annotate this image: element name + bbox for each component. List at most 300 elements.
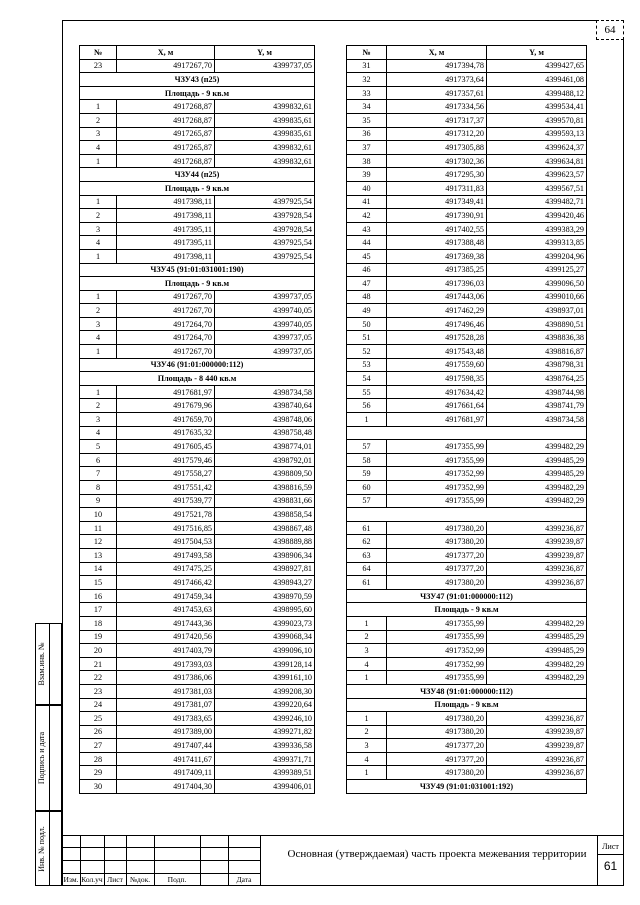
table-row (347, 548, 587, 562)
x-coordinate: 4917493,58 (117, 548, 215, 562)
x-coordinate: 4917352,99 (387, 467, 487, 481)
x-coordinate: 4917302,36 (387, 154, 487, 168)
stamp-col-count: Кол.уч (81, 875, 103, 884)
table-row (347, 127, 587, 141)
point-number: 54 (347, 372, 387, 386)
header-x: X, м (387, 46, 487, 60)
x-coordinate: 4917381,07 (117, 698, 215, 712)
point-number: 51 (347, 331, 387, 345)
table-row (347, 752, 587, 766)
y-coordinate: 4397928,54 (215, 222, 315, 236)
sheet-number: 61 (603, 859, 618, 873)
x-coordinate: 4917377,20 (387, 548, 487, 562)
point-number: 19 (80, 630, 117, 644)
y-coordinate: 4399239,87 (487, 535, 587, 549)
y-coordinate: 4399482,29 (487, 616, 587, 630)
point-number: 1 (347, 712, 387, 726)
point-number: 20 (80, 644, 117, 658)
y-coordinate: 4397925,54 (215, 236, 315, 250)
side-box-signature-date (35, 705, 62, 811)
y-coordinate: 4399383,29 (487, 222, 587, 236)
y-coordinate: 4398890,51 (487, 317, 587, 331)
x-coordinate: 4917389,00 (117, 725, 215, 739)
table-row (347, 154, 587, 168)
table-row (347, 657, 587, 671)
x-coordinate: 4917496,46 (387, 317, 487, 331)
x-coordinate: 4917679,96 (117, 399, 215, 413)
y-coordinate: 4399461,08 (487, 73, 587, 87)
point-number: 57 (347, 440, 387, 454)
y-coordinate: 4399737,05 (215, 331, 315, 345)
y-coordinate: 4399239,87 (487, 548, 587, 562)
x-coordinate: 4917661,64 (387, 399, 487, 413)
coordinates-table-right (346, 45, 587, 794)
table-row (347, 331, 587, 345)
point-number: 4 (80, 331, 117, 345)
point-number: 1 (347, 616, 387, 630)
point-number: 49 (347, 304, 387, 318)
table-row (347, 725, 587, 739)
point-number: 38 (347, 154, 387, 168)
x-coordinate: 4917377,20 (387, 562, 487, 576)
y-coordinate: 4397925,54 (215, 249, 315, 263)
x-coordinate: 4917386,06 (117, 671, 215, 685)
point-number: 30 (80, 780, 117, 794)
x-coordinate: 4917462,29 (387, 304, 487, 318)
point-number: 26 (80, 725, 117, 739)
x-coordinate: 4917504,53 (117, 535, 215, 549)
point-number: 16 (80, 589, 117, 603)
x-coordinate: 4917352,99 (387, 657, 487, 671)
point-number: 3 (80, 222, 117, 236)
y-coordinate: 4399567,51 (487, 181, 587, 195)
y-coordinate: 4399068,34 (215, 630, 315, 644)
table-row (80, 59, 315, 73)
x-coordinate: 4917380,20 (387, 766, 487, 780)
point-number: 4 (80, 236, 117, 250)
table-row (347, 644, 587, 658)
table-row (80, 345, 315, 359)
y-coordinate: 4398927,81 (215, 562, 315, 576)
x-coordinate: 4917404,30 (117, 780, 215, 794)
section-label: ЧЗУ43 (п25) (80, 73, 315, 87)
x-coordinate: 4917265,87 (117, 141, 215, 155)
y-coordinate: 4399389,51 (215, 766, 315, 780)
y-coordinate: 4399835,61 (215, 127, 315, 141)
point-number: 6 (80, 453, 117, 467)
table-row (347, 535, 587, 549)
x-coordinate: 4917355,99 (387, 671, 487, 685)
x-coordinate: 4917398,11 (117, 209, 215, 223)
table-row (347, 576, 587, 590)
x-coordinate: 4917352,99 (387, 481, 487, 495)
x-coordinate: 4917264,70 (117, 331, 215, 345)
table-row (80, 644, 315, 658)
y-coordinate: 4399485,29 (487, 644, 587, 658)
y-coordinate: 4398970,59 (215, 589, 315, 603)
table-row (80, 195, 315, 209)
point-number: 61 (347, 521, 387, 535)
y-coordinate: 4398758,48 (215, 426, 315, 440)
point-number: 42 (347, 209, 387, 223)
point-number: 4 (80, 426, 117, 440)
y-coordinate: 4399208,30 (215, 684, 315, 698)
x-coordinate: 4917355,99 (387, 453, 487, 467)
section-label: Площадь - 9 кв.м (347, 698, 587, 712)
x-coordinate: 4917349,41 (387, 195, 487, 209)
x-coordinate: 4917634,42 (387, 385, 487, 399)
y-coordinate: 4399271,82 (215, 725, 315, 739)
point-number: 35 (347, 113, 387, 127)
table-row (347, 113, 587, 127)
y-coordinate: 4399570,81 (487, 113, 587, 127)
table-row (80, 481, 315, 495)
y-coordinate: 4399488,12 (487, 86, 587, 100)
table-row (347, 236, 587, 250)
y-coordinate: 4399204,96 (487, 249, 587, 263)
point-number: 33 (347, 86, 387, 100)
y-coordinate: 4399010,66 (487, 290, 587, 304)
table-row (80, 236, 315, 250)
section-label: ЧЗУ49 (91:01:031001:192) (347, 780, 587, 794)
x-coordinate: 4917380,20 (387, 725, 487, 739)
table-row (347, 739, 587, 753)
point-number: 12 (80, 535, 117, 549)
table-row (80, 467, 315, 481)
table-row (347, 100, 587, 114)
point-number: 47 (347, 277, 387, 291)
x-coordinate: 4917317,37 (387, 113, 487, 127)
y-coordinate: 4398836,38 (487, 331, 587, 345)
x-coordinate: 4917453,63 (117, 603, 215, 617)
y-coordinate: 4399125,27 (487, 263, 587, 277)
side-box-original-inv (35, 811, 62, 886)
y-coordinate: 4399236,87 (487, 766, 587, 780)
point-number: 2 (347, 725, 387, 739)
y-coordinate: 4399737,05 (215, 345, 315, 359)
blank-cell (347, 426, 587, 440)
section-label: ЧЗУ45 (91:01:031001:190) (80, 263, 315, 277)
x-coordinate: 4917394,78 (387, 59, 487, 73)
y-coordinate: 4399482,29 (487, 657, 587, 671)
point-number: 15 (80, 576, 117, 590)
x-coordinate: 4917377,20 (387, 739, 487, 753)
x-coordinate: 4917268,87 (117, 100, 215, 114)
point-number: 58 (347, 453, 387, 467)
table-row (347, 345, 587, 359)
table-row (80, 562, 315, 576)
y-coordinate: 4399624,37 (487, 141, 587, 155)
point-number: 63 (347, 548, 387, 562)
point-number: 13 (80, 548, 117, 562)
y-coordinate: 4399239,87 (487, 725, 587, 739)
y-coordinate: 4399371,71 (215, 752, 315, 766)
point-number: 1 (80, 385, 117, 399)
header-y: Y, м (487, 46, 587, 60)
x-coordinate: 4917381,03 (117, 684, 215, 698)
y-coordinate: 4399623,57 (487, 168, 587, 182)
point-number: 5 (80, 440, 117, 454)
point-number: 29 (80, 766, 117, 780)
x-coordinate: 4917659,70 (117, 413, 215, 427)
table-row (80, 127, 315, 141)
point-number: 56 (347, 399, 387, 413)
y-coordinate: 4399336,58 (215, 739, 315, 753)
x-coordinate: 4917383,65 (117, 712, 215, 726)
point-number: 60 (347, 481, 387, 495)
section-label: Площадь - 9 кв.м (80, 181, 315, 195)
y-coordinate: 4399485,29 (487, 453, 587, 467)
table-row (347, 304, 587, 318)
x-coordinate: 4917311,83 (387, 181, 487, 195)
side-label-original-inv: Инв. № подл. (37, 825, 46, 872)
y-coordinate: 4398748,06 (215, 413, 315, 427)
y-coordinate: 4398943,27 (215, 576, 315, 590)
table-row (347, 358, 587, 372)
x-coordinate: 4917411,67 (117, 752, 215, 766)
section-label: ЧЗУ44 (п25) (80, 168, 315, 182)
point-number: 1 (80, 100, 117, 114)
y-coordinate: 4399485,29 (487, 630, 587, 644)
point-number: 22 (80, 671, 117, 685)
x-coordinate: 4917443,06 (387, 290, 487, 304)
x-coordinate: 4917539,77 (117, 494, 215, 508)
y-coordinate: 4399023,73 (215, 616, 315, 630)
point-number: 59 (347, 467, 387, 481)
table-row (347, 521, 587, 535)
blank-row (347, 508, 587, 522)
y-coordinate: 4399096,10 (215, 644, 315, 658)
sheet-label: Лист (602, 842, 619, 851)
section-label: Площадь - 8 440 кв.м (80, 372, 315, 386)
section-label: ЧЗУ48 (91:01:000000:112) (347, 684, 587, 698)
section-label-row (80, 263, 315, 277)
section-label-row (80, 181, 315, 195)
table-row (80, 725, 315, 739)
coordinates-table-left (79, 45, 315, 794)
point-number: 2 (80, 399, 117, 413)
table-row (80, 576, 315, 590)
section-label-row (347, 603, 587, 617)
point-number: 1 (347, 671, 387, 685)
y-coordinate: 4397925,54 (215, 195, 315, 209)
point-number: 39 (347, 168, 387, 182)
y-coordinate: 4398764,25 (487, 372, 587, 386)
y-coordinate: 4399220,64 (215, 698, 315, 712)
table-row (80, 304, 315, 318)
x-coordinate: 4917395,11 (117, 236, 215, 250)
title-block (62, 835, 624, 886)
y-coordinate: 4399427,65 (487, 59, 587, 73)
x-coordinate: 4917355,99 (387, 616, 487, 630)
x-coordinate: 4917388,48 (387, 236, 487, 250)
y-coordinate: 4399128,14 (215, 657, 315, 671)
y-coordinate: 4398831,66 (215, 494, 315, 508)
y-coordinate: 4399832,61 (215, 154, 315, 168)
table-row (80, 603, 315, 617)
table-header-row (347, 46, 587, 60)
point-number: 23 (80, 59, 117, 73)
table-row (80, 249, 315, 263)
point-number: 25 (80, 712, 117, 726)
table-row (80, 317, 315, 331)
point-number: 36 (347, 127, 387, 141)
y-coordinate: 4398889,88 (215, 535, 315, 549)
y-coordinate: 4398995,60 (215, 603, 315, 617)
table-row (80, 535, 315, 549)
x-coordinate: 4917267,70 (117, 345, 215, 359)
section-label: Площадь - 9 кв.м (80, 86, 315, 100)
point-number: 17 (80, 603, 117, 617)
x-coordinate: 4917268,87 (117, 113, 215, 127)
x-coordinate: 4917268,87 (117, 154, 215, 168)
x-coordinate: 4917357,61 (387, 86, 487, 100)
point-number: 40 (347, 181, 387, 195)
point-number: 23 (80, 684, 117, 698)
table-row (80, 290, 315, 304)
point-number: 2 (80, 304, 117, 318)
point-number: 57 (347, 494, 387, 508)
y-coordinate: 4398740,64 (215, 399, 315, 413)
point-number: 27 (80, 739, 117, 753)
table-row (80, 100, 315, 114)
y-coordinate: 4399239,87 (487, 739, 587, 753)
section-label-row (80, 358, 315, 372)
point-number: 28 (80, 752, 117, 766)
section-label-row (80, 372, 315, 386)
point-number: 4 (347, 752, 387, 766)
table-row (347, 671, 587, 685)
table-row (80, 113, 315, 127)
y-coordinate: 4399236,87 (487, 562, 587, 576)
x-coordinate: 4917390,91 (387, 209, 487, 223)
table-row (80, 440, 315, 454)
point-number: 1 (80, 154, 117, 168)
table-row (80, 399, 315, 413)
table-row (347, 86, 587, 100)
section-label: Площадь - 9 кв.м (347, 603, 587, 617)
y-coordinate: 4398809,50 (215, 467, 315, 481)
table-row (347, 73, 587, 87)
side-label-replacement-inv: Взам.инв. № (37, 642, 46, 686)
page-tag: 64 (596, 20, 624, 40)
x-coordinate: 4917528,28 (387, 331, 487, 345)
x-coordinate: 4917305,88 (387, 141, 487, 155)
table-row (347, 616, 587, 630)
section-label-row (347, 698, 587, 712)
y-coordinate: 4398741,79 (487, 399, 587, 413)
table-row (80, 684, 315, 698)
table-row (347, 453, 587, 467)
x-coordinate: 4917407,44 (117, 739, 215, 753)
x-coordinate: 4917380,20 (387, 576, 487, 590)
x-coordinate: 4917681,97 (387, 413, 487, 427)
table-row (80, 671, 315, 685)
stamp-col-signature: Подп. (167, 875, 187, 884)
x-coordinate: 4917475,25 (117, 562, 215, 576)
x-coordinate: 4917352,99 (387, 644, 487, 658)
table-row (347, 385, 587, 399)
header-x: X, м (117, 46, 215, 60)
x-coordinate: 4917516,85 (117, 521, 215, 535)
point-number: 10 (80, 508, 117, 522)
y-coordinate: 4399593,13 (487, 127, 587, 141)
table-row (347, 263, 587, 277)
y-coordinate: 4398906,34 (215, 548, 315, 562)
side-label-signature-date: Подпись и дата (37, 731, 46, 785)
point-number: 3 (80, 127, 117, 141)
y-coordinate: 4399482,29 (487, 440, 587, 454)
section-label: Площадь - 9 кв.м (80, 277, 315, 291)
table-row (347, 399, 587, 413)
table-row (80, 385, 315, 399)
stamp-col-sheet: Лист (107, 875, 123, 884)
point-number: 1 (80, 290, 117, 304)
table-row (347, 630, 587, 644)
x-coordinate: 4917543,48 (387, 345, 487, 359)
x-coordinate: 4917598,35 (387, 372, 487, 386)
x-coordinate: 4917267,70 (117, 304, 215, 318)
point-number: 55 (347, 385, 387, 399)
x-coordinate: 4917466,42 (117, 576, 215, 590)
x-coordinate: 4917605,45 (117, 440, 215, 454)
x-coordinate: 4917402,55 (387, 222, 487, 236)
y-coordinate: 4399246,10 (215, 712, 315, 726)
x-coordinate: 4917579,46 (117, 453, 215, 467)
table-row (347, 141, 587, 155)
y-coordinate: 4399835,61 (215, 113, 315, 127)
stamp-col-change: Изм. (63, 875, 79, 884)
x-coordinate: 4917551,42 (117, 481, 215, 495)
y-coordinate: 4399236,87 (487, 712, 587, 726)
table-row (347, 317, 587, 331)
section-label: ЧЗУ46 (91:01:000000:112) (80, 358, 315, 372)
x-coordinate: 4917267,70 (117, 59, 215, 73)
y-coordinate: 4399482,29 (487, 494, 587, 508)
point-number: 46 (347, 263, 387, 277)
table-row (80, 413, 315, 427)
x-coordinate: 4917373,64 (387, 73, 487, 87)
point-number: 64 (347, 562, 387, 576)
point-number: 61 (347, 576, 387, 590)
x-coordinate: 4917681,97 (117, 385, 215, 399)
x-coordinate: 4917459,34 (117, 589, 215, 603)
x-coordinate: 4917369,38 (387, 249, 487, 263)
y-coordinate: 4399313,85 (487, 236, 587, 250)
x-coordinate: 4917393,03 (117, 657, 215, 671)
point-number: 9 (80, 494, 117, 508)
y-coordinate: 4399485,29 (487, 467, 587, 481)
table-row (80, 548, 315, 562)
table-row (347, 413, 587, 427)
point-number: 52 (347, 345, 387, 359)
table-row (347, 562, 587, 576)
table-row (347, 168, 587, 182)
stamp-col-date: Дата (236, 875, 252, 884)
y-coordinate: 4398798,31 (487, 358, 587, 372)
y-coordinate: 4399420,46 (487, 209, 587, 223)
point-number: 4 (80, 141, 117, 155)
blank-row (347, 426, 587, 440)
section-label: ЧЗУ47 (91:01:000000:112) (347, 589, 587, 603)
point-number: 1 (347, 413, 387, 427)
point-number: 45 (347, 249, 387, 263)
x-coordinate: 4917380,20 (387, 712, 487, 726)
side-box-replacement-inv (35, 623, 62, 705)
table-row (80, 780, 315, 794)
table-row (347, 59, 587, 73)
table-row (347, 181, 587, 195)
